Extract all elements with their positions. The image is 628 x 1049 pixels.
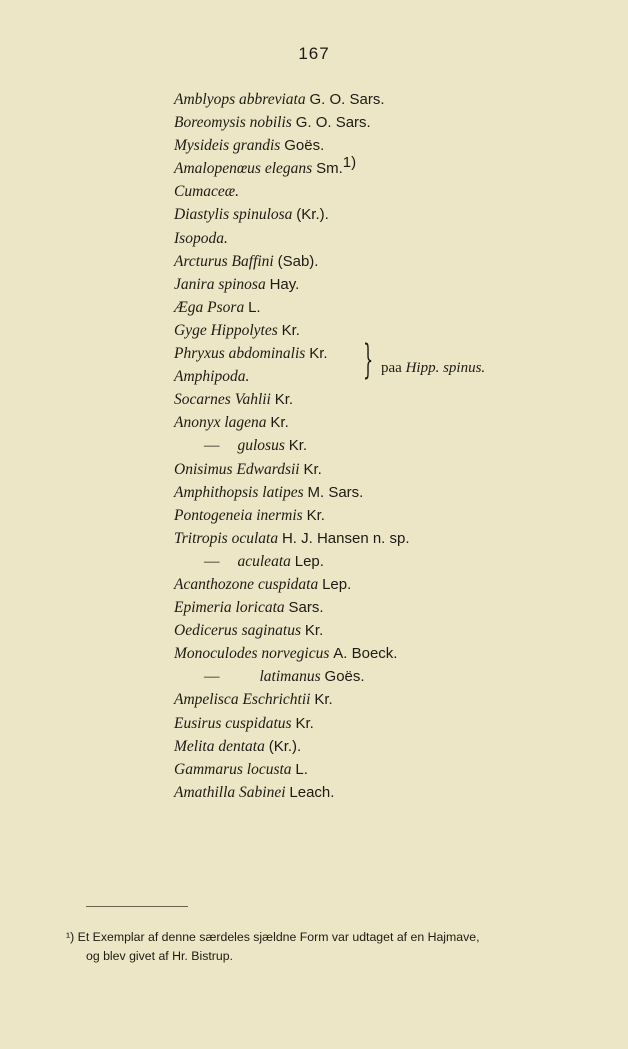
taxon-author: Kr. [270, 414, 289, 432]
list-item [174, 735, 614, 758]
footnote-line-1: Et Exemplar af denne særdeles sjældne Form var udtaget af en Hajmave, [77, 930, 480, 944]
list-item [174, 154, 614, 180]
taxon-author: Kr. [306, 506, 325, 524]
grouping-brace: } [363, 337, 374, 383]
list-item [174, 573, 614, 596]
taxon-name: Mysideis grandis [174, 137, 281, 155]
taxon-author: G. O. Sars. [295, 114, 371, 132]
taxon-author: Kr. [288, 437, 308, 455]
taxon-author: Kr. [304, 622, 324, 640]
ditto-dash: — [204, 668, 220, 686]
list-item [174, 134, 614, 157]
taxon-author: Leach. [289, 783, 335, 801]
taxon-author: G. O. Sars. [309, 91, 385, 108]
taxon-name: gulosus [237, 437, 285, 455]
taxon-name: latimanus [259, 668, 321, 686]
taxon-group: Cumaceæ. [174, 183, 240, 201]
list-item [174, 319, 614, 342]
taxon-name: Diastylis spinulosa [174, 206, 293, 224]
taxon-author: Sm. [316, 160, 343, 178]
taxon-author: M. Sars. [307, 483, 364, 501]
taxon-author: Kr. [281, 321, 300, 339]
list-item [174, 388, 614, 411]
list-item [174, 504, 614, 527]
ditto-dash: — [204, 552, 220, 570]
taxon-name: Eusirus cuspidatus [174, 714, 292, 732]
taxon-name: Socarnes Vahlii [174, 391, 271, 409]
list-item [174, 88, 614, 111]
ditto-dash: — [204, 437, 220, 455]
taxon-name: Boreomysis nobilis [174, 114, 292, 132]
page-number: 167 [298, 44, 330, 63]
taxon-author: H. J. Hansen n. sp. [281, 529, 410, 547]
section-heading [174, 180, 614, 203]
taxon-author: (Kr.). [268, 737, 302, 755]
list-item [174, 203, 614, 226]
taxon-author: (Kr.). [296, 206, 329, 224]
brace-note [381, 360, 485, 377]
taxon-name: Acanthozone cuspidata [174, 575, 319, 593]
taxon-name: Monoculodes norvegicus [174, 645, 330, 663]
list-item [174, 296, 614, 319]
taxon-author: Kr. [314, 691, 333, 709]
footnote-mark: ¹) [66, 930, 75, 944]
taxon-author: L. [295, 760, 308, 778]
list-item [174, 619, 614, 642]
taxon-name: Amphithopsis latipes [174, 483, 304, 501]
taxon-name: Pontogeneia inermis [174, 506, 303, 524]
taxon-name: Amathilla Sabinei [174, 783, 286, 801]
taxon-author: Kr. [274, 391, 294, 409]
taxon-author: Goës. [284, 137, 325, 155]
taxon-author: Kr. [303, 460, 322, 478]
taxon-name: Amblyops abbreviata [174, 91, 306, 108]
list-item [174, 411, 614, 434]
taxon-name: Gyge Hippolytes [174, 321, 278, 339]
list-item [174, 434, 614, 457]
taxon-author: Kr. [309, 345, 328, 363]
list-item [174, 550, 614, 573]
list-item [174, 758, 614, 781]
taxon-name: Melita dentata [174, 737, 265, 755]
taxon-name: Arcturus Baffini [174, 252, 274, 270]
taxon-author: L. [248, 298, 261, 316]
list-item [174, 781, 614, 804]
taxon-author: Lep. [294, 552, 324, 570]
taxon-name: aculeata [237, 552, 291, 570]
taxon-name: Gammarus locusta [174, 760, 292, 778]
brace-note-locality: Hipp. spinus. [405, 360, 486, 376]
taxon-name: Oedicerus saginatus [174, 622, 302, 640]
list-item [174, 111, 614, 134]
taxon-author: Goës. [324, 668, 365, 686]
footnote-reference: 1) [342, 154, 357, 172]
footnote [66, 928, 606, 966]
list-item [174, 712, 614, 735]
list-item [174, 688, 614, 711]
section-heading [174, 227, 614, 250]
taxon-name: Tritropis oculata [174, 529, 279, 547]
list-item [174, 527, 614, 550]
taxon-name: Anonyx lagena [174, 414, 267, 432]
taxon-author: Sars. [288, 599, 324, 617]
brace-note-prefix: paa [381, 360, 402, 376]
list-item [174, 481, 614, 504]
list-item [174, 250, 614, 273]
taxon-author: A. Boeck. [333, 645, 398, 663]
list-item [174, 458, 614, 481]
taxon-author: Hay. [269, 275, 300, 293]
list-item [174, 596, 614, 619]
list-item [174, 665, 614, 688]
taxon-name: Amalopenœus elegans [174, 160, 313, 178]
taxon-name: Onisimus Edwardsii [174, 460, 300, 478]
taxon-author: Kr. [295, 714, 314, 732]
footnote-divider [86, 906, 188, 907]
taxon-group: Isopoda. [174, 229, 228, 247]
taxon-name: Ampelisca Eschrichtii [174, 691, 311, 709]
taxon-name: Phryxus abdominalis [174, 345, 306, 363]
list-item [174, 642, 614, 665]
taxon-name: Æga Psora [174, 298, 245, 316]
taxon-name: Epimeria loricata [174, 599, 285, 617]
list-item [174, 273, 614, 296]
footnote-line-2: og blev givet af Hr. Bistrup. [86, 949, 233, 963]
species-list [174, 88, 614, 804]
taxon-group: Amphipoda. [174, 368, 250, 386]
taxon-name: Janira spinosa [174, 275, 266, 293]
taxon-author: (Sab). [277, 252, 319, 270]
taxon-author: Lep. [322, 575, 352, 593]
